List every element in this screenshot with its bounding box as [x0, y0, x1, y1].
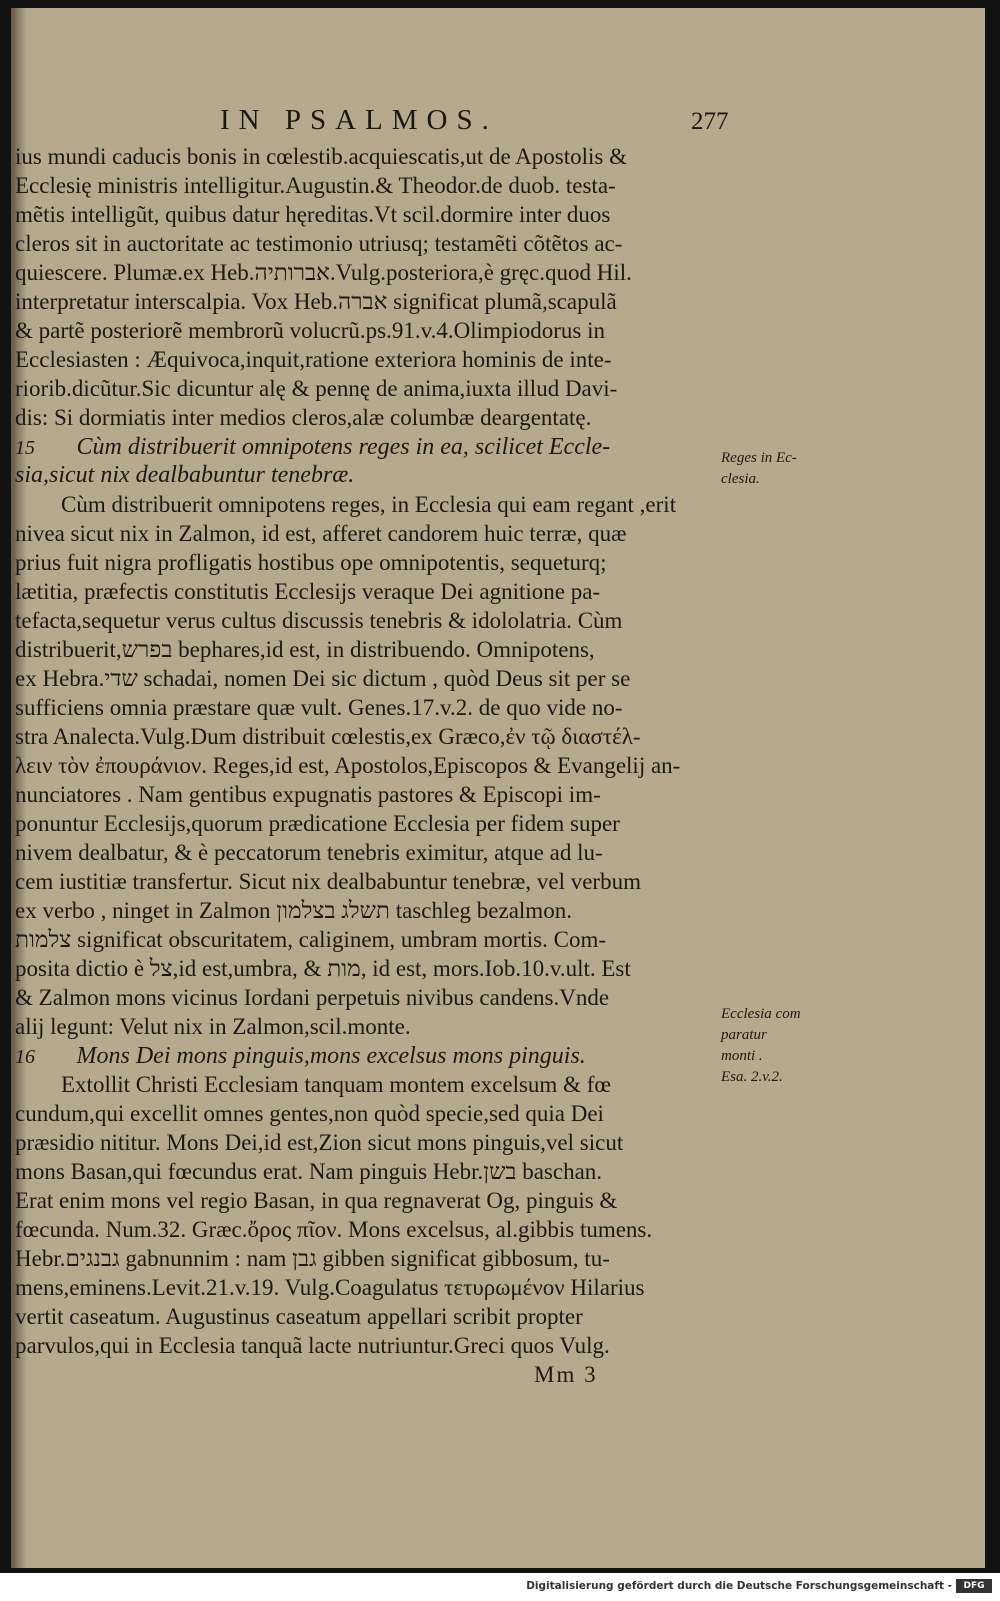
text-line: mẽtis intelligũt, quibus datur hęreditas.Vt scil.dormire inter duos	[15, 202, 611, 227]
signature-mark: Mm 3	[534, 1362, 598, 1387]
text-line: mens,eminens.Levit.21.v.19. Vulg.Coagulatus τετυρωμένον Hilarius	[15, 1275, 645, 1300]
text-line: Erat enim mons vel regio Basan, in qua regnaverat Og, pinguis &	[15, 1188, 618, 1213]
text-line: Cùm distribuerit omnipotens reges, in Ecclesia qui eam regant ,erit	[61, 492, 677, 517]
margin-note-line: Esa. 2.v.2.	[721, 1069, 783, 1085]
verse-text: Mons Dei mons pinguis,mons excelsus mons pinguis.	[76, 1043, 586, 1069]
margin-note-line: monti .	[721, 1048, 763, 1064]
text-line: quiescere. Plumæ.ex Heb.אברותיה.Vulg.posteriora,è gręc.quod Hil.	[15, 260, 632, 285]
text-line: ex verbo , ninget in Zalmon תשלג בצלמון taschleg bezalmon.	[15, 898, 572, 923]
text-line: cleros sit in auctoritate ac testimonio utriusq; testamẽti cõtẽtos ac-	[15, 231, 623, 256]
text-line: fœcunda. Num.32. Græc.ὄρος πῖον. Mons excelsus, al.gibbis tumens.	[15, 1217, 653, 1242]
verse-16-line	[15, 1041, 586, 1072]
text-line: ponuntur Ecclesijs,quorum prædicatione Ecclesia per fidem super	[15, 811, 620, 836]
text-line: prius fuit nigra profligatis hostibus ope omnipotentis, sequeturq;	[15, 550, 607, 575]
text-line: Ecclesiasten : Æquivoca,inquit,ratione exteriora hominis de inte-	[15, 347, 612, 372]
dfg-logo: DFG	[956, 1579, 992, 1593]
margin-note-line: clesia.	[721, 471, 760, 487]
text-line: צלמות significat obscuritatem, caliginem, umbram mortis. Com-	[15, 927, 606, 952]
text-line: lætitia, præfectis constitutis Ecclesijs veraque Dei agnitione pa-	[15, 579, 601, 604]
text-line: λειν τὸν ἐπουράνιον. Reges,id est, Apostolos,Episcopos & Evangelij an-	[15, 753, 681, 778]
verse-text: Cùm distribuerit omnipotens reges in ea, scilicet Eccle-	[76, 434, 611, 460]
margin-note-ecclesia	[721, 1004, 801, 1088]
text-line: Extollit Christi Ecclesiam tanquam montem excelsum & fœ	[61, 1072, 611, 1097]
text-line: ex Hebra.שדי schadai, nomen Dei sic dictum , quòd Deus sit per se	[15, 666, 631, 691]
verse-text: sia,sicut nix dealbabuntur tenebræ.	[15, 462, 355, 488]
margin-note-line: Reges in Ec-	[721, 450, 797, 466]
text-line: parvulos,qui in Ecclesia tanquã lacte nutriuntur.Greci quos Vulg.	[15, 1333, 610, 1358]
margin-note-line: Ecclesia com	[721, 1006, 801, 1022]
text-line: cem iustitiæ transfertur. Sicut nix dealbabuntur tenebræ, vel verbum	[15, 869, 641, 894]
text-line: vertit caseatum. Augustinus caseatum appellari scribit propter	[15, 1304, 583, 1329]
text-line: stra Analecta.Vulg.Dum distribuit cœlestis,ex Græco,ἐν τῷ διαστέλ-	[15, 724, 641, 749]
page-header	[15, 104, 985, 144]
verse-number: 16	[15, 1046, 35, 1068]
text-line: riorib.dicũtur.Sic dicuntur alę & pennę de anima,iuxta illud Davi-	[15, 376, 618, 401]
text-line: cundum,qui excellit omnes gentes,non quòd specie,sed quia Dei	[15, 1101, 604, 1126]
digitization-credit: Digitalisierung gefördert durch die Deutsche Forschungsgemeinschaft -	[526, 1580, 952, 1592]
text-line: nivem dealbatur, & è peccatorum tenebris eximitur, atque ad lu-	[15, 840, 603, 865]
text-line: posita dictio è צל,id est,umbra, & מות, id est, mors.Iob.10.v.ult. Est	[15, 956, 631, 981]
text-line: nunciatores . Nam gentibus expugnatis pastores & Episcopi im-	[15, 782, 601, 807]
text-line: sufficiens omnia præstare quæ vult. Genes.17.v.2. de quo vide no-	[15, 695, 623, 720]
footer-bar	[0, 1573, 1000, 1601]
verse-number: 15	[15, 437, 35, 459]
text-line: Hebr.גבנגים gabnunnim : nam גבן gibben significat gibbosum, tu-	[15, 1246, 610, 1271]
page-number: 277	[691, 108, 729, 135]
text-line: nivea sicut nix in Zalmon, id est, afferet candorem huic terræ, quæ	[15, 521, 627, 546]
text-line: alij legunt: Velut nix in Zalmon,scil.monte.	[15, 1014, 411, 1039]
text-line: Ecclesię ministris intelligitur.Augustin.& Theodor.de duob. testa-	[15, 173, 616, 198]
book-page	[11, 8, 985, 1568]
text-line: & partẽ posteriorẽ membrorũ volucrũ.ps.91.v.4.Olimpiodorus in	[15, 318, 606, 343]
verse-15-line	[15, 432, 610, 463]
text-line: ius mundi caducis bonis in cœlestib.acquiescatis,ut de Apostolis &	[15, 144, 627, 169]
text-line: distribuerit,בפרש bephares,id est, in distribuendo. Omnipotens,	[15, 637, 595, 662]
text-line: interpretatur interscalpia. Vox Heb.אברה significat plumã,scapulã	[15, 289, 617, 314]
margin-note-reges	[721, 448, 797, 490]
margin-note-line: paratur	[721, 1027, 767, 1043]
text-line: dis: Si dormiatis inter medios cleros,alæ columbæ deargentatę.	[15, 405, 592, 430]
running-title: IN PSALMOS.	[220, 104, 498, 136]
text-line: & Zalmon mons vicinus Iordani perpetuis nivibus candens.Vnde	[15, 985, 610, 1010]
text-line: tefacta,sequetur verus cultus discussis tenebris & idololatria. Cùm	[15, 608, 623, 633]
text-line: mons Basan,qui fœcundus erat. Nam pinguis Hebr.בשן baschan.	[15, 1159, 603, 1184]
text-line: præsidio nititur. Mons Dei,id est,Zion sicut mons pinguis,vel sicut	[15, 1130, 624, 1155]
